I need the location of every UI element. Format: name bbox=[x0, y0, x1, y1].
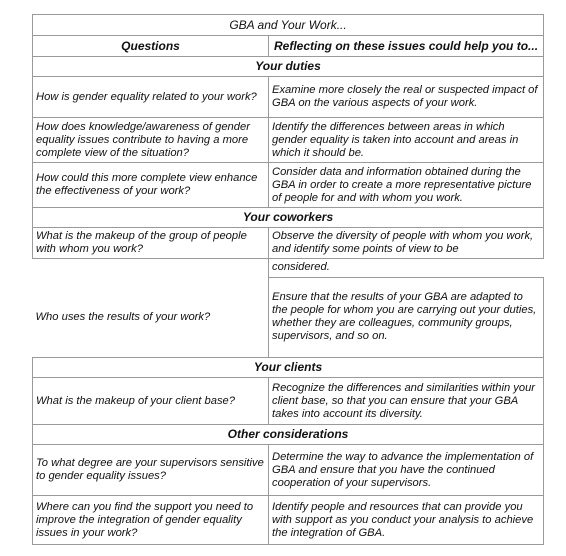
table-title: GBA and Your Work... bbox=[33, 15, 544, 36]
question-cell: How could this more complete view enhance the effectiveness of your work? bbox=[33, 163, 269, 208]
section-label-coworkers: Your coworkers bbox=[33, 208, 544, 228]
answer-cell: Identify people and resources that can provide you with support as you conduct your analysis to achieve the integration of GBA. bbox=[269, 496, 544, 545]
question-cell: How is gender equality related to your work? bbox=[33, 77, 269, 118]
table-row bbox=[33, 228, 544, 259]
answer-cell: Examine more closely the real or suspected impact of GBA on the various aspects of your work. bbox=[269, 77, 544, 118]
table-row bbox=[33, 445, 544, 496]
answer-cell: Identify the differences between areas in which gender equality is taken into account and areas in which it should be. bbox=[269, 118, 544, 163]
table-row bbox=[33, 118, 544, 163]
gba-table bbox=[32, 14, 544, 545]
answer-cell: Determine the way to advance the implementation of GBA and ensure that you have the continued cooperation of your supervisors. bbox=[269, 445, 544, 496]
table-row bbox=[33, 163, 544, 208]
section-row bbox=[33, 57, 544, 77]
header-row bbox=[33, 36, 544, 57]
section-label-other: Other considerations bbox=[33, 425, 544, 445]
header-reflecting: Reflecting on these issues could help you to... bbox=[269, 36, 544, 57]
answer-cell: considered. bbox=[269, 259, 544, 278]
question-cell: Who uses the results of your work? bbox=[33, 277, 269, 358]
title-row bbox=[33, 15, 544, 36]
header-questions: Questions bbox=[33, 36, 269, 57]
answer-cell: Ensure that the results of your GBA are adapted to the people for whom you are carrying out your duties, whether they are colleagues, community groups, supervisors, and so on. bbox=[269, 277, 544, 358]
table-row bbox=[33, 77, 544, 118]
section-label-clients: Your clients bbox=[33, 358, 544, 378]
table-row bbox=[33, 259, 544, 278]
section-label-duties: Your duties bbox=[33, 57, 544, 77]
section-row bbox=[33, 358, 544, 378]
question-cell: What is the makeup of your client base? bbox=[33, 378, 269, 425]
table-row bbox=[33, 378, 544, 425]
gba-document bbox=[32, 14, 543, 545]
section-row bbox=[33, 425, 544, 445]
question-cell: What is the makeup of the group of people with whom you work? bbox=[33, 228, 269, 259]
section-row bbox=[33, 208, 544, 228]
question-cell: How does knowledge/awareness of gender equality issues contribute to having a more complete view of the situation? bbox=[33, 118, 269, 163]
question-cell bbox=[33, 259, 269, 278]
answer-cell: Observe the diversity of people with whom you work, and identify some points of view to be bbox=[269, 228, 544, 259]
answer-cell: Consider data and information obtained during the GBA in order to create a more representative picture of people for and with whom you work. bbox=[269, 163, 544, 208]
question-cell: Where can you find the support you need to improve the integration of gender equality issues in your work? bbox=[33, 496, 269, 545]
answer-cell: Recognize the differences and similarities within your client base, so that you can ensure that your GBA takes into account its diversity. bbox=[269, 378, 544, 425]
table-row bbox=[33, 496, 544, 545]
table-row bbox=[33, 277, 544, 358]
question-cell: To what degree are your supervisors sensitive to gender equality issues? bbox=[33, 445, 269, 496]
